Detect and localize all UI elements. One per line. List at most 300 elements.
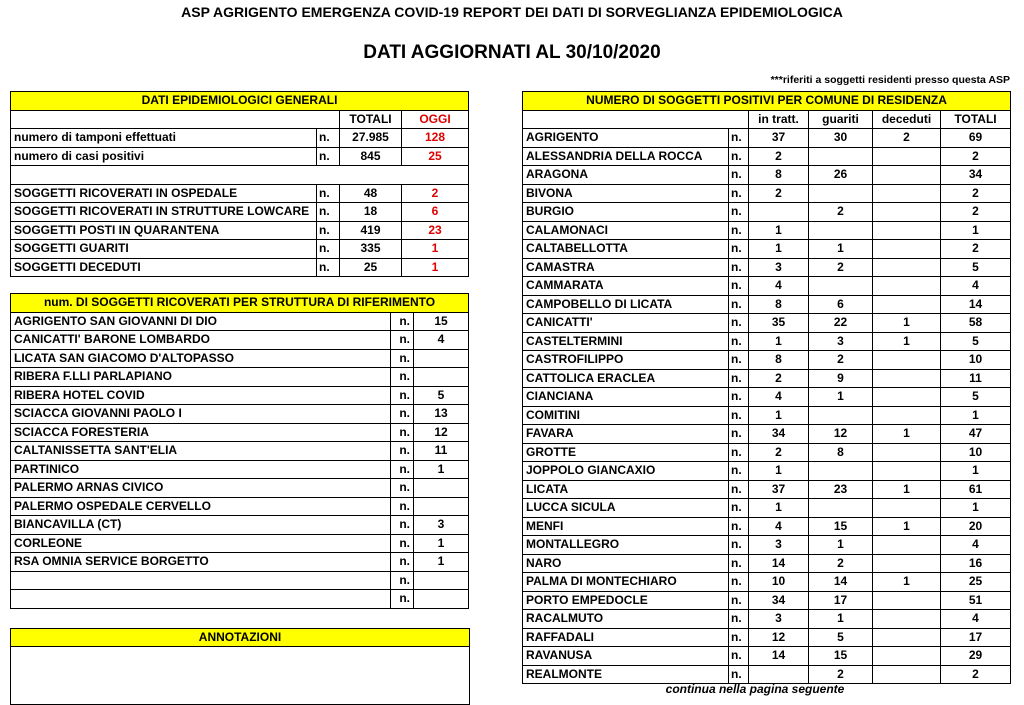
comune-deceased [873, 554, 941, 573]
structure-row [11, 331, 469, 350]
unit-label: n. [729, 388, 749, 407]
comune-recovered: 30 [809, 129, 873, 148]
comune-total: 2 [941, 665, 1011, 684]
unit-label: n. [391, 590, 414, 609]
comune-deceased: 1 [873, 573, 941, 592]
comune-in-treatment: 2 [749, 184, 809, 203]
unit-label: n. [729, 665, 749, 684]
comune-row [523, 536, 1011, 555]
blank-cell [317, 110, 340, 129]
comune-recovered: 1 [809, 240, 873, 259]
structure-count [414, 571, 469, 590]
comune-in-treatment: 3 [749, 258, 809, 277]
unit-label: n. [317, 203, 340, 222]
general-total-value: 335 [340, 240, 402, 259]
unit-label: n. [729, 591, 749, 610]
comune-total: 16 [941, 554, 1011, 573]
general-row [11, 147, 469, 166]
comune-deceased [873, 462, 941, 481]
general-row-label: SOGGETTI RICOVERATI IN OSPEDALE [11, 184, 317, 203]
structure-row [11, 497, 469, 516]
comune-row [523, 499, 1011, 518]
general-row-label: numero di casi positivi [11, 147, 317, 166]
general-total-value: 25 [340, 258, 402, 277]
comune-name: CATTOLICA ERACLEA [523, 369, 729, 388]
structure-count [414, 349, 469, 368]
comune-row [523, 314, 1011, 333]
comuni-col-header: deceduti [873, 110, 941, 129]
comune-total: 2 [941, 184, 1011, 203]
comune-in-treatment: 14 [749, 647, 809, 666]
comune-name: LICATA [523, 480, 729, 499]
comune-name: CALTABELLOTTA [523, 240, 729, 259]
structure-name: PALERMO OSPEDALE CERVELLO [11, 497, 391, 516]
comune-row [523, 258, 1011, 277]
comune-deceased: 2 [873, 129, 941, 148]
general-row-label: SOGGETTI DECEDUTI [11, 258, 317, 277]
comune-recovered: 14 [809, 573, 873, 592]
comune-row [523, 591, 1011, 610]
comune-recovered: 2 [809, 554, 873, 573]
comune-in-treatment: 1 [749, 462, 809, 481]
comune-name: BIVONA [523, 184, 729, 203]
comune-recovered [809, 499, 873, 518]
structure-count [414, 368, 469, 387]
structure-name: CORLEONE [11, 534, 391, 553]
general-row-label: SOGGETTI POSTI IN QUARANTENA [11, 221, 317, 240]
comune-name: MONTALLEGRO [523, 536, 729, 555]
general-today-value: 6 [402, 203, 469, 222]
comune-total: 10 [941, 351, 1011, 370]
comune-name: ARAGONA [523, 166, 729, 185]
comune-recovered: 2 [809, 258, 873, 277]
comune-name: PORTO EMPEDOCLE [523, 591, 729, 610]
comune-row [523, 573, 1011, 592]
comune-recovered [809, 147, 873, 166]
comune-row [523, 351, 1011, 370]
comune-name: PALMA DI MONTECHIARO [523, 573, 729, 592]
general-total-value: 845 [340, 147, 402, 166]
comune-recovered: 26 [809, 166, 873, 185]
general-today-value: 1 [402, 240, 469, 259]
comune-total: 5 [941, 332, 1011, 351]
comune-name: RAVANUSA [523, 647, 729, 666]
comune-total: 51 [941, 591, 1011, 610]
structure-name: RIBERA HOTEL COVID [11, 386, 391, 405]
unit-label: n. [391, 349, 414, 368]
comune-name: CAMASTRA [523, 258, 729, 277]
comune-row [523, 406, 1011, 425]
comune-deceased [873, 203, 941, 222]
structure-name: SCIACCA FORESTERIA [11, 423, 391, 442]
comune-recovered: 2 [809, 351, 873, 370]
unit-label: n. [729, 425, 749, 444]
comune-total: 5 [941, 258, 1011, 277]
comune-total: 20 [941, 517, 1011, 536]
report-header: ASP AGRIGENTO EMERGENZA COVID-19 REPORT DEI DATI DI SORVEGLIANZA EPIDEMIOLOGICA [181, 4, 843, 20]
comune-row [523, 517, 1011, 536]
comune-deceased [873, 369, 941, 388]
comune-total: 34 [941, 166, 1011, 185]
comune-deceased [873, 647, 941, 666]
comune-deceased [873, 536, 941, 555]
comune-row [523, 462, 1011, 481]
unit-label: n. [391, 516, 414, 535]
comuni-table [522, 91, 1011, 684]
structure-name: LICATA SAN GIACOMO D'ALTOPASSO [11, 349, 391, 368]
comune-recovered [809, 184, 873, 203]
structure-count: 5 [414, 386, 469, 405]
structure-row [11, 534, 469, 553]
general-header-row [11, 110, 469, 129]
general-row [11, 258, 469, 277]
comune-deceased [873, 406, 941, 425]
structure-count: 1 [414, 534, 469, 553]
structure-count: 15 [414, 312, 469, 331]
structure-name: RIBERA F.LLI PARLAPIANO [11, 368, 391, 387]
comune-total: 4 [941, 536, 1011, 555]
structure-row [11, 423, 469, 442]
unit-label: n. [729, 628, 749, 647]
unit-label: n. [729, 536, 749, 555]
unit-label: n. [729, 480, 749, 499]
comune-recovered: 2 [809, 665, 873, 684]
comune-in-treatment: 14 [749, 554, 809, 573]
comune-row [523, 628, 1011, 647]
comune-total: 10 [941, 443, 1011, 462]
comune-total: 69 [941, 129, 1011, 148]
comune-name: RACALMUTO [523, 610, 729, 629]
comuni-title-row [523, 92, 1011, 111]
comune-total: 1 [941, 462, 1011, 481]
unit-label: n. [391, 460, 414, 479]
unit-label: n. [729, 129, 749, 148]
comune-in-treatment: 8 [749, 295, 809, 314]
structure-row [11, 442, 469, 461]
unit-label: n. [391, 405, 414, 424]
structure-row [11, 553, 469, 572]
unit-label: n. [391, 368, 414, 387]
comune-deceased [873, 610, 941, 629]
col-oggi: OGGI [402, 110, 469, 129]
unit-label: n. [317, 240, 340, 259]
comune-total: 58 [941, 314, 1011, 333]
comune-row [523, 184, 1011, 203]
comune-name: JOPPOLO GIANCAXIO [523, 462, 729, 481]
comune-in-treatment: 3 [749, 610, 809, 629]
comune-row [523, 277, 1011, 296]
comune-recovered: 2 [809, 203, 873, 222]
unit-label: n. [729, 517, 749, 536]
unit-label: n. [391, 312, 414, 331]
comune-recovered: 8 [809, 443, 873, 462]
comune-name: BURGIO [523, 203, 729, 222]
comuni-col-header: guariti [809, 110, 873, 129]
comune-recovered: 1 [809, 388, 873, 407]
comune-name: COMITINI [523, 406, 729, 425]
comune-deceased [873, 258, 941, 277]
comune-total: 1 [941, 221, 1011, 240]
unit-label: n. [729, 166, 749, 185]
comune-name: ALESSANDRIA DELLA ROCCA [523, 147, 729, 166]
comune-name: CASTELTERMINI [523, 332, 729, 351]
comune-in-treatment: 8 [749, 351, 809, 370]
unit-label: n. [729, 221, 749, 240]
structure-count [414, 590, 469, 609]
comune-total: 61 [941, 480, 1011, 499]
structure-count: 3 [414, 516, 469, 535]
unit-label: n. [391, 423, 414, 442]
comune-row [523, 295, 1011, 314]
comune-total: 11 [941, 369, 1011, 388]
comune-row [523, 203, 1011, 222]
comune-recovered: 17 [809, 591, 873, 610]
comune-in-treatment: 34 [749, 425, 809, 444]
general-today-value: 1 [402, 258, 469, 277]
update-date-title: DATI AGGIORNATI AL 30/10/2020 [363, 42, 661, 63]
comune-name: GROTTE [523, 443, 729, 462]
comune-row [523, 369, 1011, 388]
comune-recovered [809, 277, 873, 296]
comune-in-treatment: 35 [749, 314, 809, 333]
structure-name [11, 571, 391, 590]
comune-in-treatment: 34 [749, 591, 809, 610]
general-row [11, 203, 469, 222]
continue-note: continua nella pagina seguente [665, 682, 845, 696]
comune-deceased: 1 [873, 517, 941, 536]
comune-recovered: 12 [809, 425, 873, 444]
comune-row [523, 221, 1011, 240]
structure-count: 1 [414, 553, 469, 572]
structure-row [11, 386, 469, 405]
unit-label: n. [729, 332, 749, 351]
unit-label: n. [729, 314, 749, 333]
unit-label: n. [729, 258, 749, 277]
structure-row [11, 516, 469, 535]
comune-deceased: 1 [873, 332, 941, 351]
structures-table [10, 293, 469, 609]
comune-total: 47 [941, 425, 1011, 444]
unit-label: n. [729, 554, 749, 573]
unit-label: n. [317, 258, 340, 277]
structure-row [11, 368, 469, 387]
comune-row [523, 665, 1011, 684]
structure-count: 13 [414, 405, 469, 424]
comune-deceased [873, 665, 941, 684]
unit-label: n. [391, 479, 414, 498]
comune-deceased [873, 184, 941, 203]
comune-row [523, 388, 1011, 407]
general-row [11, 221, 469, 240]
comune-deceased [873, 388, 941, 407]
comune-deceased [873, 166, 941, 185]
comune-name: CANICATTI' [523, 314, 729, 333]
general-row-label: numero di tamponi effettuati [11, 129, 317, 148]
comune-in-treatment: 37 [749, 129, 809, 148]
comune-deceased [873, 351, 941, 370]
comune-recovered: 23 [809, 480, 873, 499]
general-today-value: 23 [402, 221, 469, 240]
comune-deceased [873, 221, 941, 240]
comune-recovered: 1 [809, 610, 873, 629]
unit-label: n. [729, 351, 749, 370]
unit-label: n. [729, 573, 749, 592]
general-row-label: SOGGETTI GUARITI [11, 240, 317, 259]
comune-deceased [873, 499, 941, 518]
comune-recovered: 3 [809, 332, 873, 351]
comune-deceased [873, 628, 941, 647]
general-total-value: 419 [340, 221, 402, 240]
unit-label: n. [729, 499, 749, 518]
structure-row [11, 405, 469, 424]
structure-name: RSA OMNIA SERVICE BORGETTO [11, 553, 391, 572]
unit-label: n. [391, 534, 414, 553]
comune-row [523, 610, 1011, 629]
comune-total: 5 [941, 388, 1011, 407]
comuni-col-header: in tratt. [749, 110, 809, 129]
unit-label: n. [729, 295, 749, 314]
structure-count [414, 497, 469, 516]
comune-in-treatment: 12 [749, 628, 809, 647]
comune-deceased [873, 240, 941, 259]
general-today-value: 2 [402, 184, 469, 203]
structures-title: num. DI SOGGETTI RICOVERATI PER STRUTTURA DI RIFERIMENTO [11, 294, 469, 313]
comune-in-treatment: 10 [749, 573, 809, 592]
structure-name: SCIACCA GIOVANNI PAOLO I [11, 405, 391, 424]
comune-recovered [809, 221, 873, 240]
comune-recovered: 22 [809, 314, 873, 333]
unit-label: n. [391, 442, 414, 461]
structure-name: CANICATTI' BARONE LOMBARDO [11, 331, 391, 350]
unit-label: n. [391, 553, 414, 572]
blank-cell [11, 166, 469, 185]
comune-recovered: 15 [809, 647, 873, 666]
general-title: DATI EPIDEMIOLOGICI GENERALI [11, 92, 469, 111]
unit-label: n. [391, 331, 414, 350]
comuni-title: NUMERO DI SOGGETTI POSITIVI PER COMUNE DI RESIDENZA [523, 92, 1011, 111]
col-totali: TOTALI [340, 110, 402, 129]
comune-in-treatment: 1 [749, 406, 809, 425]
comune-recovered [809, 462, 873, 481]
structure-count [414, 479, 469, 498]
comune-recovered: 1 [809, 536, 873, 555]
comune-total: 29 [941, 647, 1011, 666]
comune-in-treatment: 2 [749, 147, 809, 166]
structure-name: PALERMO ARNAS CIVICO [11, 479, 391, 498]
comune-name: REALMONTE [523, 665, 729, 684]
unit-label: n. [729, 240, 749, 259]
unit-label: n. [317, 184, 340, 203]
general-total-value: 18 [340, 203, 402, 222]
comune-name: RAFFADALI [523, 628, 729, 647]
comune-in-treatment: 1 [749, 221, 809, 240]
unit-label: n. [729, 610, 749, 629]
unit-label: n. [729, 147, 749, 166]
unit-label: n. [729, 647, 749, 666]
comune-in-treatment: 8 [749, 166, 809, 185]
general-total-value: 27.985 [340, 129, 402, 148]
structure-count: 4 [414, 331, 469, 350]
comune-total: 17 [941, 628, 1011, 647]
general-title-row [11, 92, 469, 111]
structure-row [11, 590, 469, 609]
spacer-row [11, 166, 469, 185]
comune-in-treatment: 2 [749, 369, 809, 388]
comune-in-treatment: 1 [749, 332, 809, 351]
comune-total: 2 [941, 240, 1011, 259]
comune-name: CIANCIANA [523, 388, 729, 407]
comune-name: CAMPOBELLO DI LICATA [523, 295, 729, 314]
comune-row [523, 480, 1011, 499]
comune-deceased: 1 [873, 314, 941, 333]
comune-name: MENFI [523, 517, 729, 536]
comuni-col-header: TOTALI [941, 110, 1011, 129]
unit-label: n. [317, 147, 340, 166]
structure-name: PARTINICO [11, 460, 391, 479]
general-today-value: 25 [402, 147, 469, 166]
general-today-value: 128 [402, 129, 469, 148]
comune-name: LUCCA SICULA [523, 499, 729, 518]
general-row [11, 184, 469, 203]
annotations-title: ANNOTAZIONI [10, 628, 470, 647]
comune-deceased [873, 443, 941, 462]
comune-name: NARO [523, 554, 729, 573]
comune-in-treatment: 3 [749, 536, 809, 555]
general-total-value: 48 [340, 184, 402, 203]
comune-total: 1 [941, 499, 1011, 518]
comune-row [523, 647, 1011, 666]
comune-in-treatment: 2 [749, 443, 809, 462]
unit-label: n. [391, 571, 414, 590]
comune-total: 14 [941, 295, 1011, 314]
comune-row [523, 129, 1011, 148]
structure-row [11, 479, 469, 498]
general-row-label: SOGGETTI RICOVERATI IN STRUTTURE LOWCARE [11, 203, 317, 222]
comune-in-treatment: 1 [749, 499, 809, 518]
structure-row [11, 312, 469, 331]
blank-cell [523, 110, 749, 129]
comune-row [523, 332, 1011, 351]
comune-name: AGRIGENTO [523, 129, 729, 148]
comune-name: CAMMARATA [523, 277, 729, 296]
general-row [11, 129, 469, 148]
comune-deceased [873, 295, 941, 314]
comune-deceased: 1 [873, 425, 941, 444]
unit-label: n. [729, 443, 749, 462]
structure-count: 1 [414, 460, 469, 479]
comune-deceased [873, 591, 941, 610]
comune-deceased: 1 [873, 480, 941, 499]
unit-label: n. [729, 203, 749, 222]
unit-label: n. [729, 184, 749, 203]
comune-row [523, 166, 1011, 185]
general-data-table [10, 91, 469, 277]
comune-in-treatment: 4 [749, 517, 809, 536]
comune-in-treatment: 4 [749, 277, 809, 296]
comune-total: 1 [941, 406, 1011, 425]
blank-cell [11, 110, 317, 129]
comune-row [523, 443, 1011, 462]
comune-total: 2 [941, 147, 1011, 166]
unit-label: n. [729, 277, 749, 296]
unit-label: n. [729, 462, 749, 481]
structure-name: AGRIGENTO SAN GIOVANNI DI DIO [11, 312, 391, 331]
comune-in-treatment [749, 665, 809, 684]
unit-label: n. [391, 386, 414, 405]
comune-name: CASTROFILIPPO [523, 351, 729, 370]
structure-count: 11 [414, 442, 469, 461]
comune-row [523, 147, 1011, 166]
